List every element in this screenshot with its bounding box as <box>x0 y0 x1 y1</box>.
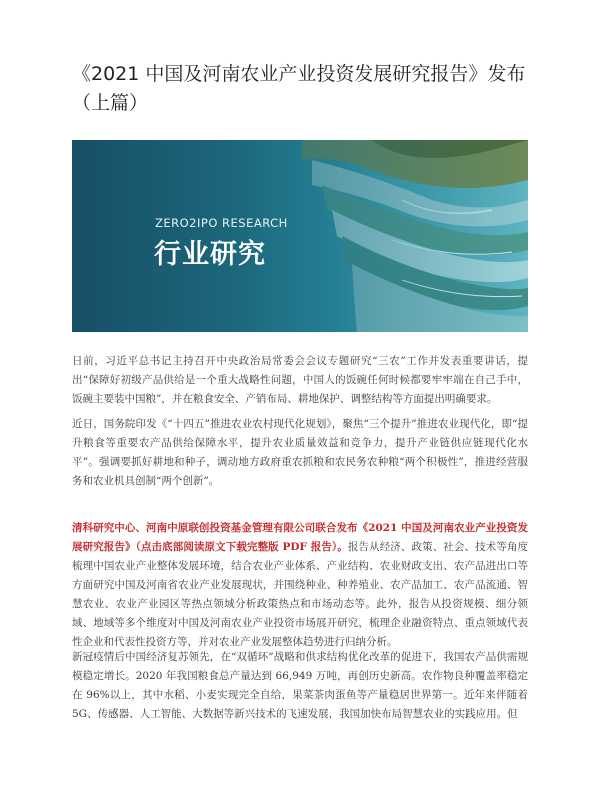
paragraph-2: 近日，国务院印发《“十四五”推进农业农村现代化规划》，聚焦“三个提升”推进农业现代化，即“提升粮食等重要农产品供给保障水平，提升农业质量效益和竞争力，提升产业链供应链现代化水平”。强调要抓好耕地和种子，调动地方政府重农抓粮和农民务农种粮“两个积极性”，推进经营服务和农业机具创制“两个创新”。 <box>72 418 528 487</box>
rice-terraces-image <box>72 140 528 332</box>
paragraph-3-body: 报告从经济、政策、社会、技术等角度梳理中国农业产业整体发展环境，结合农业产业体系、产业结构、农业财政支出、农产品进出口等方面研究中国及河南省农业产业发展现状，并围绕种业、种养殖业、农产品加工、农产品流通、智慧农业、农业产业园区等热点领域分析政策热点和市场动态等。此外，报告从投资规模、细分领域、地域等多个维度对中国及河南农业产业投资市场展开研究，梳理企业融资特点、重点领域代表性企业和代表性投资方等，并对农业产业发展整体趋势进行归纳分析。 <box>72 541 529 648</box>
paragraph-4: 新冠疫情后中国经济复苏领先，在“双循环”战略和供求结构优化改革的促进下，我国农产品供需规模稳定增长。2020 年我国粮食总产量达到 66,949 万吨，再创历史新高。农作物良种覆盖率稳定在 96%以上，其中水稻、小麦实现完全自给，果菜茶肉蛋鱼等产量稳居世界第一。近年来伴随着 5G、传感器、人工智能、大数据等新兴技术的飞速发展，我国加快布局智慧农业的实践应用。但 <box>72 651 528 720</box>
hero-banner-image <box>72 140 528 332</box>
brand-chinese-label: 行业研究 <box>154 239 266 270</box>
paragraph-1: 日前，习近平总书记主持召开中央政治局常委会会议专题研究“三农”工作并发表重要讲话，提出“保障好初级产品供给是一个重大战略性问题，中国人的饭碗任何时候都要牢牢端在自己手中，饭碗主要装中国粮”，并在粮食安全、产销布局、耕地保护、调整结构等方面提出明确要求。 <box>72 355 528 405</box>
brand-english-label: ZERO2IPO RESEARCH <box>155 216 288 230</box>
paragraph-3 <box>72 519 528 652</box>
article-title: 《2021 中国及河南农业产业投资发展研究报告》发布（上篇） <box>72 63 526 114</box>
highlighted-announcement: 清科研究中心、河南中原联创投资基金管理有限公司联合发布《2021 中国及河南农业产业投资发展研究报告》（点击底部阅读原文下载完整版 PDF 报告）。 <box>72 522 528 553</box>
